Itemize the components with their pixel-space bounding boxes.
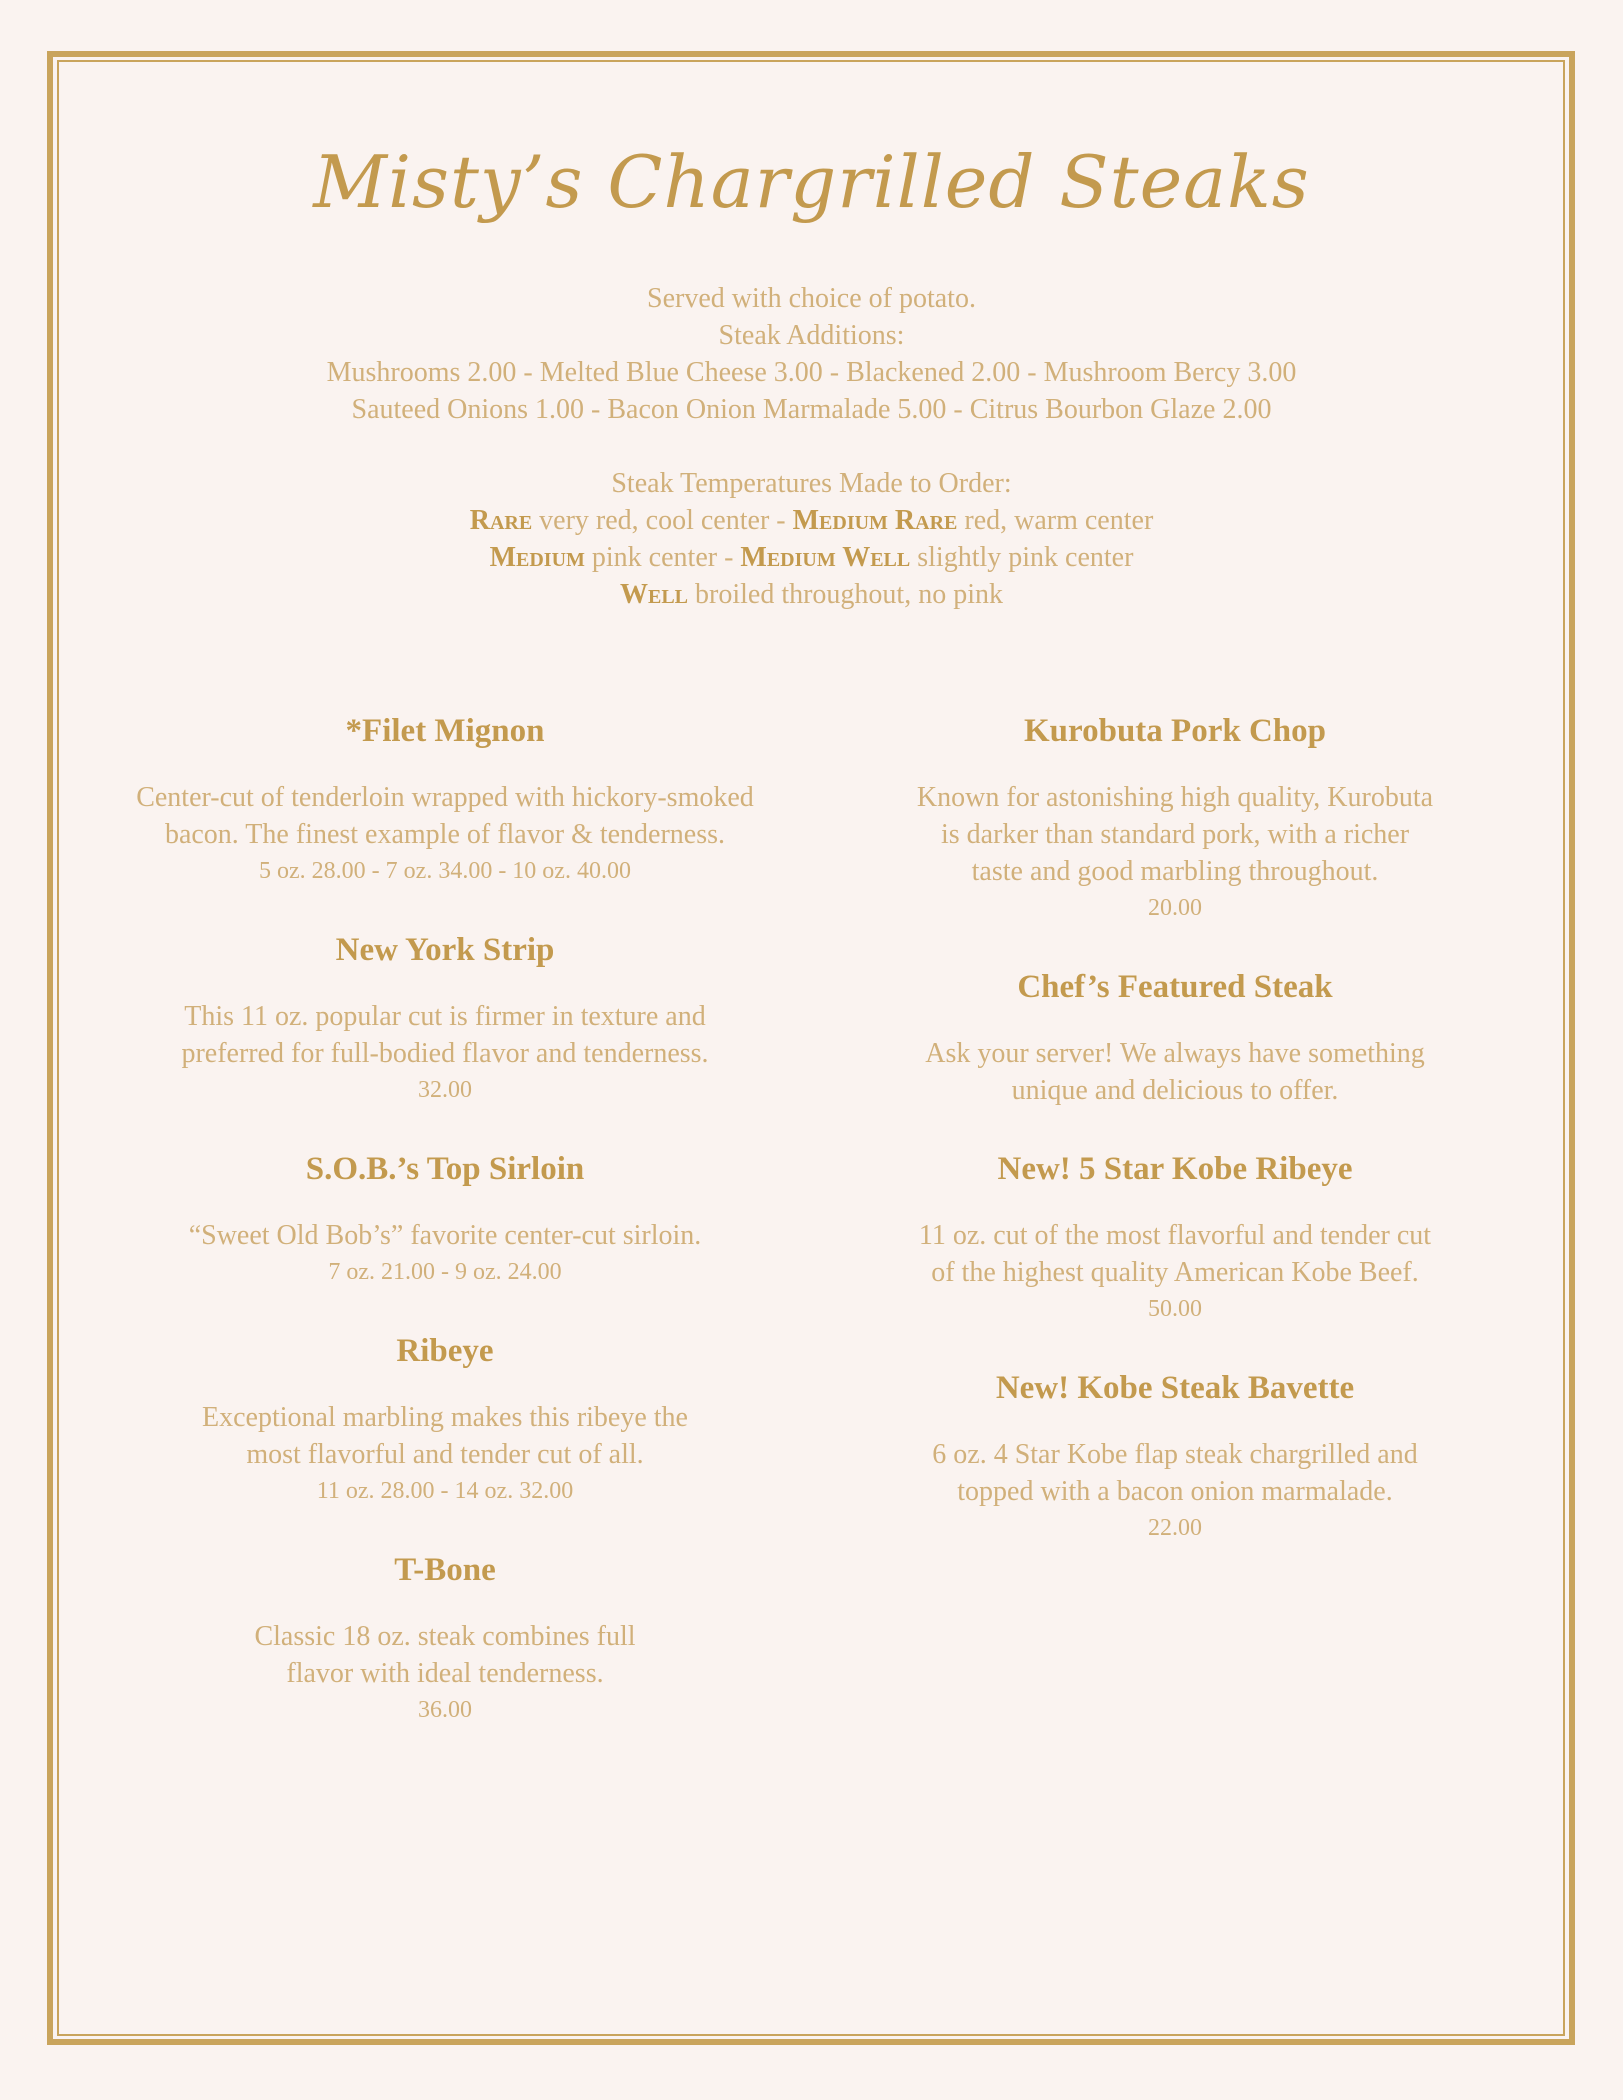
item-name: New! 5 Star Kobe Ribeye [997,1151,1353,1187]
temps-heading: Steak Temperatures Made to Order: [611,468,1012,499]
item-description: This 11 oz. popular cut is firmer in texture and [184,1001,706,1032]
additions-line: Mushrooms 2.00 - Melted Blue Cheese 3.00 - Blackened 2.00 - Mushroom Bercy 3.00 [326,357,1297,388]
item-name: Kurobuta Pork Chop [1024,713,1326,749]
item-price: 36.00 [418,1697,472,1723]
menu-title: Misty’s Chargrilled Steaks [313,140,1310,224]
item-price: 7 oz. 21.00 - 9 oz. 24.00 [328,1259,562,1285]
temps-line [0,576,1623,613]
item-description: topped with a bacon onion marmalade. [957,1476,1393,1507]
item-price: 50.00 [1148,1296,1202,1322]
temp-label-medium: Medium [489,542,585,573]
temp-desc: slightly pink center [917,542,1134,573]
item-description: 6 oz. 4 Star Kobe flap steak chargrilled and [932,1439,1418,1470]
item-name: New York Strip [335,932,555,968]
item-price: 22.00 [1148,1515,1202,1541]
menu-item [820,705,1530,927]
temp-desc: very red, cool center [539,505,770,536]
menu-item [90,1143,800,1291]
menu-column-right [820,705,1530,1581]
temp-desc: broiled throughout, no pink [695,579,1003,610]
menu-item [820,1143,1530,1328]
item-name: S.O.B.’s Top Sirloin [305,1151,585,1187]
intro-gap [0,428,1623,465]
temp-desc: red, warm center [964,505,1154,536]
temp-desc: pink center [591,542,718,573]
item-description: most flavorful and tender cut of all. [246,1439,644,1470]
item-description: preferred for full-bodied flavor and tenderness. [181,1038,709,1069]
item-description: unique and delicious to offer. [1011,1075,1339,1106]
item-description: 11 oz. cut of the most flavorful and tender cut [918,1220,1432,1251]
item-description: “Sweet Old Bob’s” favorite center-cut sirloin. [188,1220,702,1251]
menu-item [90,1544,800,1729]
item-name: T-Bone [394,1552,496,1588]
served-note: Served with choice of potato. [647,283,976,314]
temp-label-rare: Rare [469,505,533,536]
menu-item [820,961,1530,1109]
menu-column-left [90,705,800,1763]
additions-heading: Steak Additions: [718,320,905,351]
menu-intro [0,280,1623,613]
item-description: of the highest quality American Kobe Beef. [931,1257,1419,1288]
item-description: Ask your server! We always have something [925,1038,1425,1069]
item-description: Center-cut of tenderloin wrapped with hickory-smoked [136,782,754,813]
item-price: 5 oz. 28.00 - 7 oz. 34.00 - 10 oz. 40.00 [259,858,631,884]
temp-label-well: Well [619,579,689,610]
menu-item [90,1325,800,1510]
item-price: 20.00 [1148,895,1202,921]
temp-label-medium-well: Medium Well [740,542,911,573]
item-description: is darker than standard pork, with a richer [940,819,1410,850]
item-description: Classic 18 oz. steak combines full [254,1621,636,1652]
additions-line: Sauteed Onions 1.00 - Bacon Onion Marmalade 5.00 - Citrus Bourbon Glaze 2.00 [351,394,1272,425]
item-price: 11 oz. 28.00 - 14 oz. 32.00 [316,1478,574,1504]
item-name: Chef’s Featured Steak [1017,969,1333,1005]
item-description: flavor with ideal tenderness. [286,1658,604,1689]
item-description: Known for astonishing high quality, Kurobuta [916,782,1434,813]
menu-item [90,924,800,1109]
item-name: New! Kobe Steak Bavette [995,1370,1355,1406]
temps-line: Rare very red, cool center - Medium Rare red, warm center [469,505,1154,536]
item-name: Ribeye [396,1333,494,1369]
item-description: bacon. The finest example of flavor & tenderness. [164,819,726,850]
item-name: *Filet Mignon [345,713,545,749]
temps-line: Medium pink center - Medium Well slightly pink center [489,542,1134,573]
item-description: taste and good marbling throughout. [971,856,1379,887]
menu-item [90,705,800,890]
item-price: 32.00 [418,1077,472,1103]
menu-item [820,1362,1530,1547]
item-description: Exceptional marbling makes this ribeye the [202,1402,688,1433]
temp-label-medium-rare: Medium Rare [792,505,958,536]
